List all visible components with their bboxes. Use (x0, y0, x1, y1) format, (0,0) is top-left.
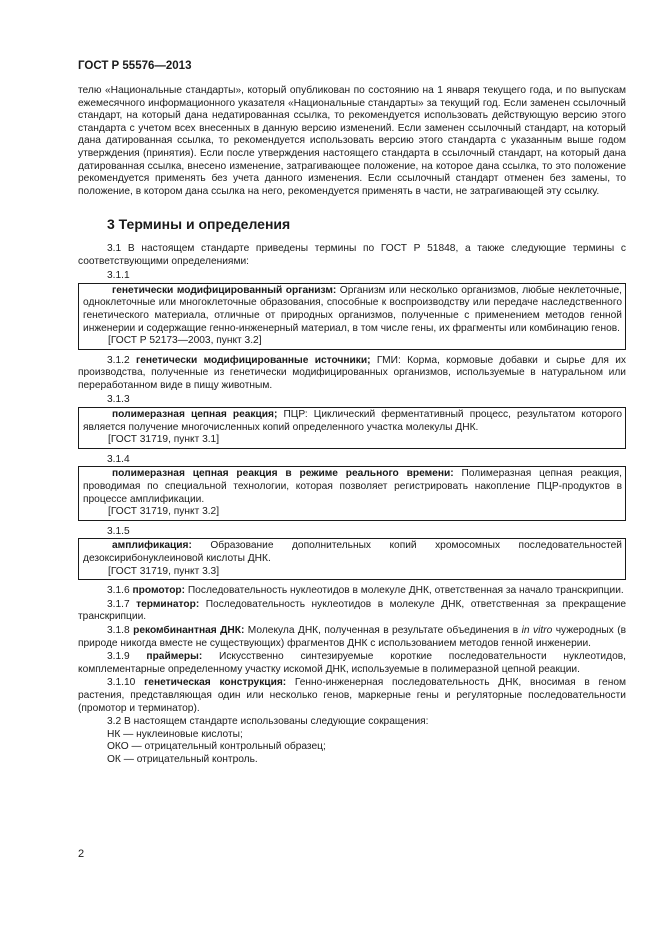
term-def-3-1-7 (78, 599, 626, 624)
term-number: 3.1.7 (107, 598, 137, 610)
abbr-item: ОК — отрицательный контроль. (107, 753, 258, 765)
term-number-3-1-3: 3.1.3 (107, 394, 130, 406)
term-definition: Последовательность нуклеотидов в молекуле ДНК, ответственная за начало транскрипции. (185, 585, 624, 597)
term-name: рекомбинантная ДНК: (133, 624, 245, 636)
term-number: 3.1.6 (107, 585, 133, 597)
term-source: [ГОСТ Р 52173—2003, пункт 3.2] (108, 335, 262, 347)
term-source: [ГОСТ 31719, пункт 3.2] (108, 506, 220, 518)
page-header: ГОСТ Р 55576—2013 (78, 60, 192, 72)
term-definition-part: чужеродных (в природе никогда вместе не существующих) фрагментов ДНК с использованием методов генной инженерии. (78, 624, 627, 649)
term-def-3-1-9 (78, 651, 626, 676)
term-def-3-1-5 (83, 540, 622, 565)
term-definition: Генно-инженерная последовательность ДНК, вносимая в геном растения, представляющая один или несколько генов, маркерные гены и регуляторные последовательности (промотор и терминатор). (78, 677, 626, 714)
term-box-3-1-1 (78, 283, 626, 350)
term-name: генетически модифицированный организм: (112, 284, 337, 296)
term-name: генетически модифицированные источники; (135, 354, 371, 366)
section-title: 3 Термины и определения (107, 216, 291, 233)
term-number: 3.1.9 (107, 651, 147, 663)
term-number-3-1-5: 3.1.5 (107, 525, 130, 537)
term-name: амплификация: (112, 540, 192, 552)
term-definition: Полимеразная цепная реакция, проводимая по специальной технологии, которая позволяет регистрировать накопление ПЦР-продуктов в процессе амплификации. (83, 468, 622, 505)
term-name: промотор: (132, 585, 186, 597)
term-number: 3.1.10 (107, 677, 145, 689)
term-definition: Искусственно синтезируемые короткие последовательности нуклеотидов, комплементарные определенному участку искомой ДНК, используемые в полимеразной цепной реакции. (78, 651, 626, 675)
term-name: терминатор: (136, 598, 200, 610)
page-body (78, 85, 626, 767)
term-def-3-1-10 (78, 677, 626, 715)
term-def-3-1-2 (78, 355, 626, 393)
term-definition: Организм или несколько организмов, любые неклеточные, одноклеточные или многоклеточные образования, способные к воспроизводству или передаче наследственного генетического материала, отличные от природных организмов, полученные с применением методов генной инженерии и содержащие генно-инженерный материал, в том числе гены, их фрагменты или комбинацию генов. (83, 284, 622, 334)
term-box-3-1-5 (78, 538, 626, 580)
term-source: [ГОСТ 31719, пункт 3.3] (108, 565, 220, 577)
term-name: полимеразная цепная реакция в режиме реального времени: (112, 468, 454, 480)
term-definition-part: Молекула ДНК, полученная в результате объединения в (244, 624, 522, 636)
term-number-3-1-4: 3.1.4 (107, 453, 130, 465)
term-definition: ПЦР: Циклический ферментативный процесс, результатом которого является получение многочисленных копий определенного участка молекулы ДНК. (83, 409, 623, 433)
term-def-3-1-3 (83, 409, 622, 434)
para-3-2: 3.2 В настоящем стандарте использованы следующие сокращения: (107, 716, 429, 728)
term-def-3-1-4 (83, 468, 622, 506)
term-source: [ГОСТ 31719, пункт 3.1] (108, 434, 220, 446)
term-def-3-1-6 (78, 585, 626, 598)
term-definition: Последовательность нуклеотидов в молекуле ДНК, ответственная за прекращение транскрипции. (78, 598, 626, 623)
term-definition: ГМИ: Корма, кормовые добавки и сырье для их производства, полученные из генетически модифицированных организмов, используемые в натуральном или переработанном виде в пищу животным. (78, 354, 626, 391)
term-def-3-1-8 (78, 625, 626, 650)
term-number-3-1-1: 3.1.1 (107, 270, 130, 282)
term-definition: Образование дополнительных копий хромосомных последовательностей дезоксирибонуклеиновой кислоты ДНК. (83, 540, 622, 564)
para-3-1: 3.1 В настоящем стандарте приведены термины по ГОСТ Р 51848, а также следующие термины с соответствующими определениями: (78, 242, 626, 267)
intro-paragraph: телю «Национальные стандарты», который опубликован по состоянию на 1 января текущего года, и по выпускам ежемесячного информационного указателя «Национальные стандарты» за текущий год. Если заменен ссылочный стандарт, на который дана недатированная ссылка, то рекомендуется использовать действующую версию этого стандарта с учетом всех внесенных в данную версию изменений. Если заменен ссылочный стандарт, на который дана датированная ссылка, то рекомендуется использовать версию этого стандарта с указанным выше годом утверждения (принятия). Если после утверждения настоящего стандарта в ссылочный стандарт, на который дана датированная ссылка, внесено изменение, затрагивающее положение, на которое дана ссылка, то это положение рекомендуется применять без учета данного изменения. Если ссылочный стандарт отменен без замены, то положение, в котором дана ссылка на него, рекомендуется применять в части, не затрагивающей эту ссылку. (78, 85, 626, 197)
term-box-3-1-4 (78, 466, 626, 520)
term-name: праймеры: (146, 651, 203, 663)
term-number: 3.1.8 (107, 624, 134, 636)
term-number: 3.1.2 (107, 354, 136, 366)
abbr-item: НК — нуклеиновые кислоты; (107, 728, 243, 740)
abbr-item: ОКО — отрицательный контрольный образец; (107, 741, 326, 753)
term-def-3-1-1 (83, 285, 622, 335)
term-definition-italic: in vitro (521, 624, 553, 636)
term-name: генетическая конструкция: (144, 677, 287, 689)
term-box-3-1-3 (78, 407, 626, 449)
page-number: 2 (78, 848, 85, 860)
term-name: полимеразная цепная реакция; (112, 409, 278, 421)
